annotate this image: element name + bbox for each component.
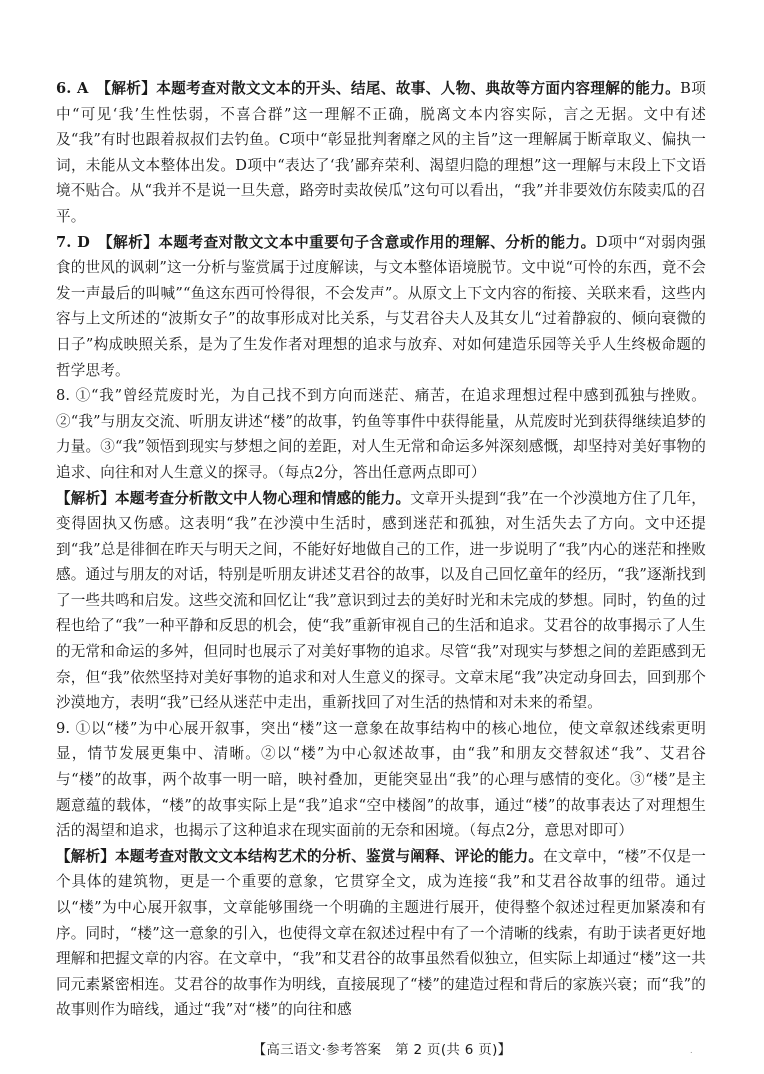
- analysis-9: [56, 844, 706, 1023]
- answer-9: 9. ①以“楼”为中心展开叙事，突出“楼”这一意象在故事结构中的核心地位，使文章叙述线索更明显，情节发展更集中、清晰。②以“楼”为中心叙述故事，由“我”和朋友交替叙述“我”、艾君谷与“楼”的故事，两个故事一明一暗，映衬叠加，更能突显出“我”的心理与感情的变化。③“楼”是主题意蕴的载体，“楼”的故事实际上是“我”追求“空中楼阁”的故事，通过“楼”的故事表达了对理想生活的渴望和追求，也揭示了这种追求在现实面前的无奈和困境。（每点2分，意思对即可）: [56, 719, 706, 840]
- answer-6-text: B项中“可见‘我’生性怯弱，不喜合群”这一理解不正确，脱离文本内容实际，言之无据。文中有述及“我”有时也跟着叔叔们去钓鱼。C项中“彰显批判奢靡之风的主旨”这一理解属于断章取义、偏执一词，未能从文本整体出发。D项中“表达了‘我’鄙弃荣利、渴望归隐的理想”这一理解与末段上下文语境不贴合。从“我并不是说一旦失意，路旁时卖故侯瓜”这句可以看出，“我”并非要效仿东陵卖瓜的召平。: [56, 80, 706, 225]
- answer-8: 8. ①“我”曾经荒废时光，为自己找不到方向而迷茫、痛苦，在追求理想过程中感到孤独与挫败。②“我”与朋友交流、听朋友讲述“楼”的故事，钓鱼等事件中获得能量，从荒废时光到获得继续追梦的力量。③“我”领悟到现实与梦想之间的差距，对人生无常和命运多舛深刻感慨，却坚持对美好事物的追求、向往和对人生意义的探寻。（每点2分，答出任意两点即可）: [56, 387, 706, 481]
- answer-6: [56, 76, 706, 230]
- answer-page: [56, 76, 706, 1023]
- page-footer: 【高三语文·参考答案 第 2 页(共 6 页)】: [252, 1042, 512, 1058]
- analysis-9-lead: 【解析】本题考查对散文文本结构艺术的分析、鉴赏与阐释、评论的能力。: [56, 847, 544, 865]
- answer-7-lead: 7. D 【解析】本题考查对散文文本中重要句子含意或作用的理解、分析的能力。: [56, 233, 596, 251]
- analysis-8-lead: 【解析】本题考查分析散文中人物心理和情感的能力。: [56, 489, 411, 507]
- analysis-8-text: 文章开头提到“我”在一个沙漠地方住了几年，变得固执又伤感。这表明“我”在沙漠中生活时，感到迷茫和孤独，对生活失去了方向。文中还提到“我”总是徘徊在昨天与明天之间，不能好好地做自己的工作，进一步说明了“我”内心的迷茫和挫败感。通过与朋友的对话，特别是听朋友讲述艾君谷的故事，以及自己回忆童年的经历，“我”逐渐找到了一些共鸣和启发。这些交流和回忆让“我”意识到过去的美好时光和未完成的梦想。同时，钓鱼的过程也给了“我”一种平静和反思的机会，使“我”重新审视自己的生活和追求。艾君谷的故事揭示了人生的无常和命运的多舛，但同时也展示了对美好事物的追求。尽管“我”对现实与梦想之间的差距感到无奈，但“我”依然坚持对美好事物的追求和对人生意义的探寻。文章末尾“我”决定动身回去，回到那个沙漠地方，表明“我”已经从迷茫中走出，重新找回了对生活的热情和对未来的希望。: [56, 489, 706, 712]
- answer-6-lead: 6. A 【解析】本题考查对散文文本的开头、结尾、故事、人物、典故等方面内容理解的能力。: [56, 80, 681, 97]
- corner-dot: .: [690, 1046, 693, 1055]
- analysis-8: [56, 486, 706, 716]
- answer-7: [56, 230, 706, 384]
- answer-7-text: D项中“对弱肉强食的世风的讽刺”这一分析与鉴赏属于过度解读，与文本整体语境脱节。文中说“可怜的东西，竟不会发一声最后的叫喊”“鱼这东西可怜得很，不会发声”。从原文上下文内容的衔接、关联来看，这些内容与上文所述的“波斯女子”的故事形成对比关系，与艾君谷夫人及其女儿“过着静寂的、倾向衰微的日子”构成映照关系，是为了生发作者对理想的追求与放弃、对如何建造乐园等关乎人生终极命题的哲学思考。: [56, 233, 706, 379]
- analysis-9-text: 在文章中，“楼”不仅是一个具体的建筑物，更是一个重要的意象，它贯穿全文，成为连接“我”和艾君谷故事的纽带。通过以“楼”为中心展开叙事，文章能够围绕一个明确的主题进行展开，使得整个叙述过程更加紧凑和有序。同时，“楼”这一意象的引入，也使得文章在叙述过程中有了一个清晰的线索，有助于读者更好地理解和把握文章的内容。在文章中，“我”和艾君谷的故事虽然看似独立，但实际上却通过“楼”这一共同元素紧密相连。艾君谷的故事作为明线，直接展现了“楼”的建造过程和背后的家族兴衰；而“我”的故事则作为暗线，通过“我”对“楼”的向往和感: [56, 847, 706, 1019]
